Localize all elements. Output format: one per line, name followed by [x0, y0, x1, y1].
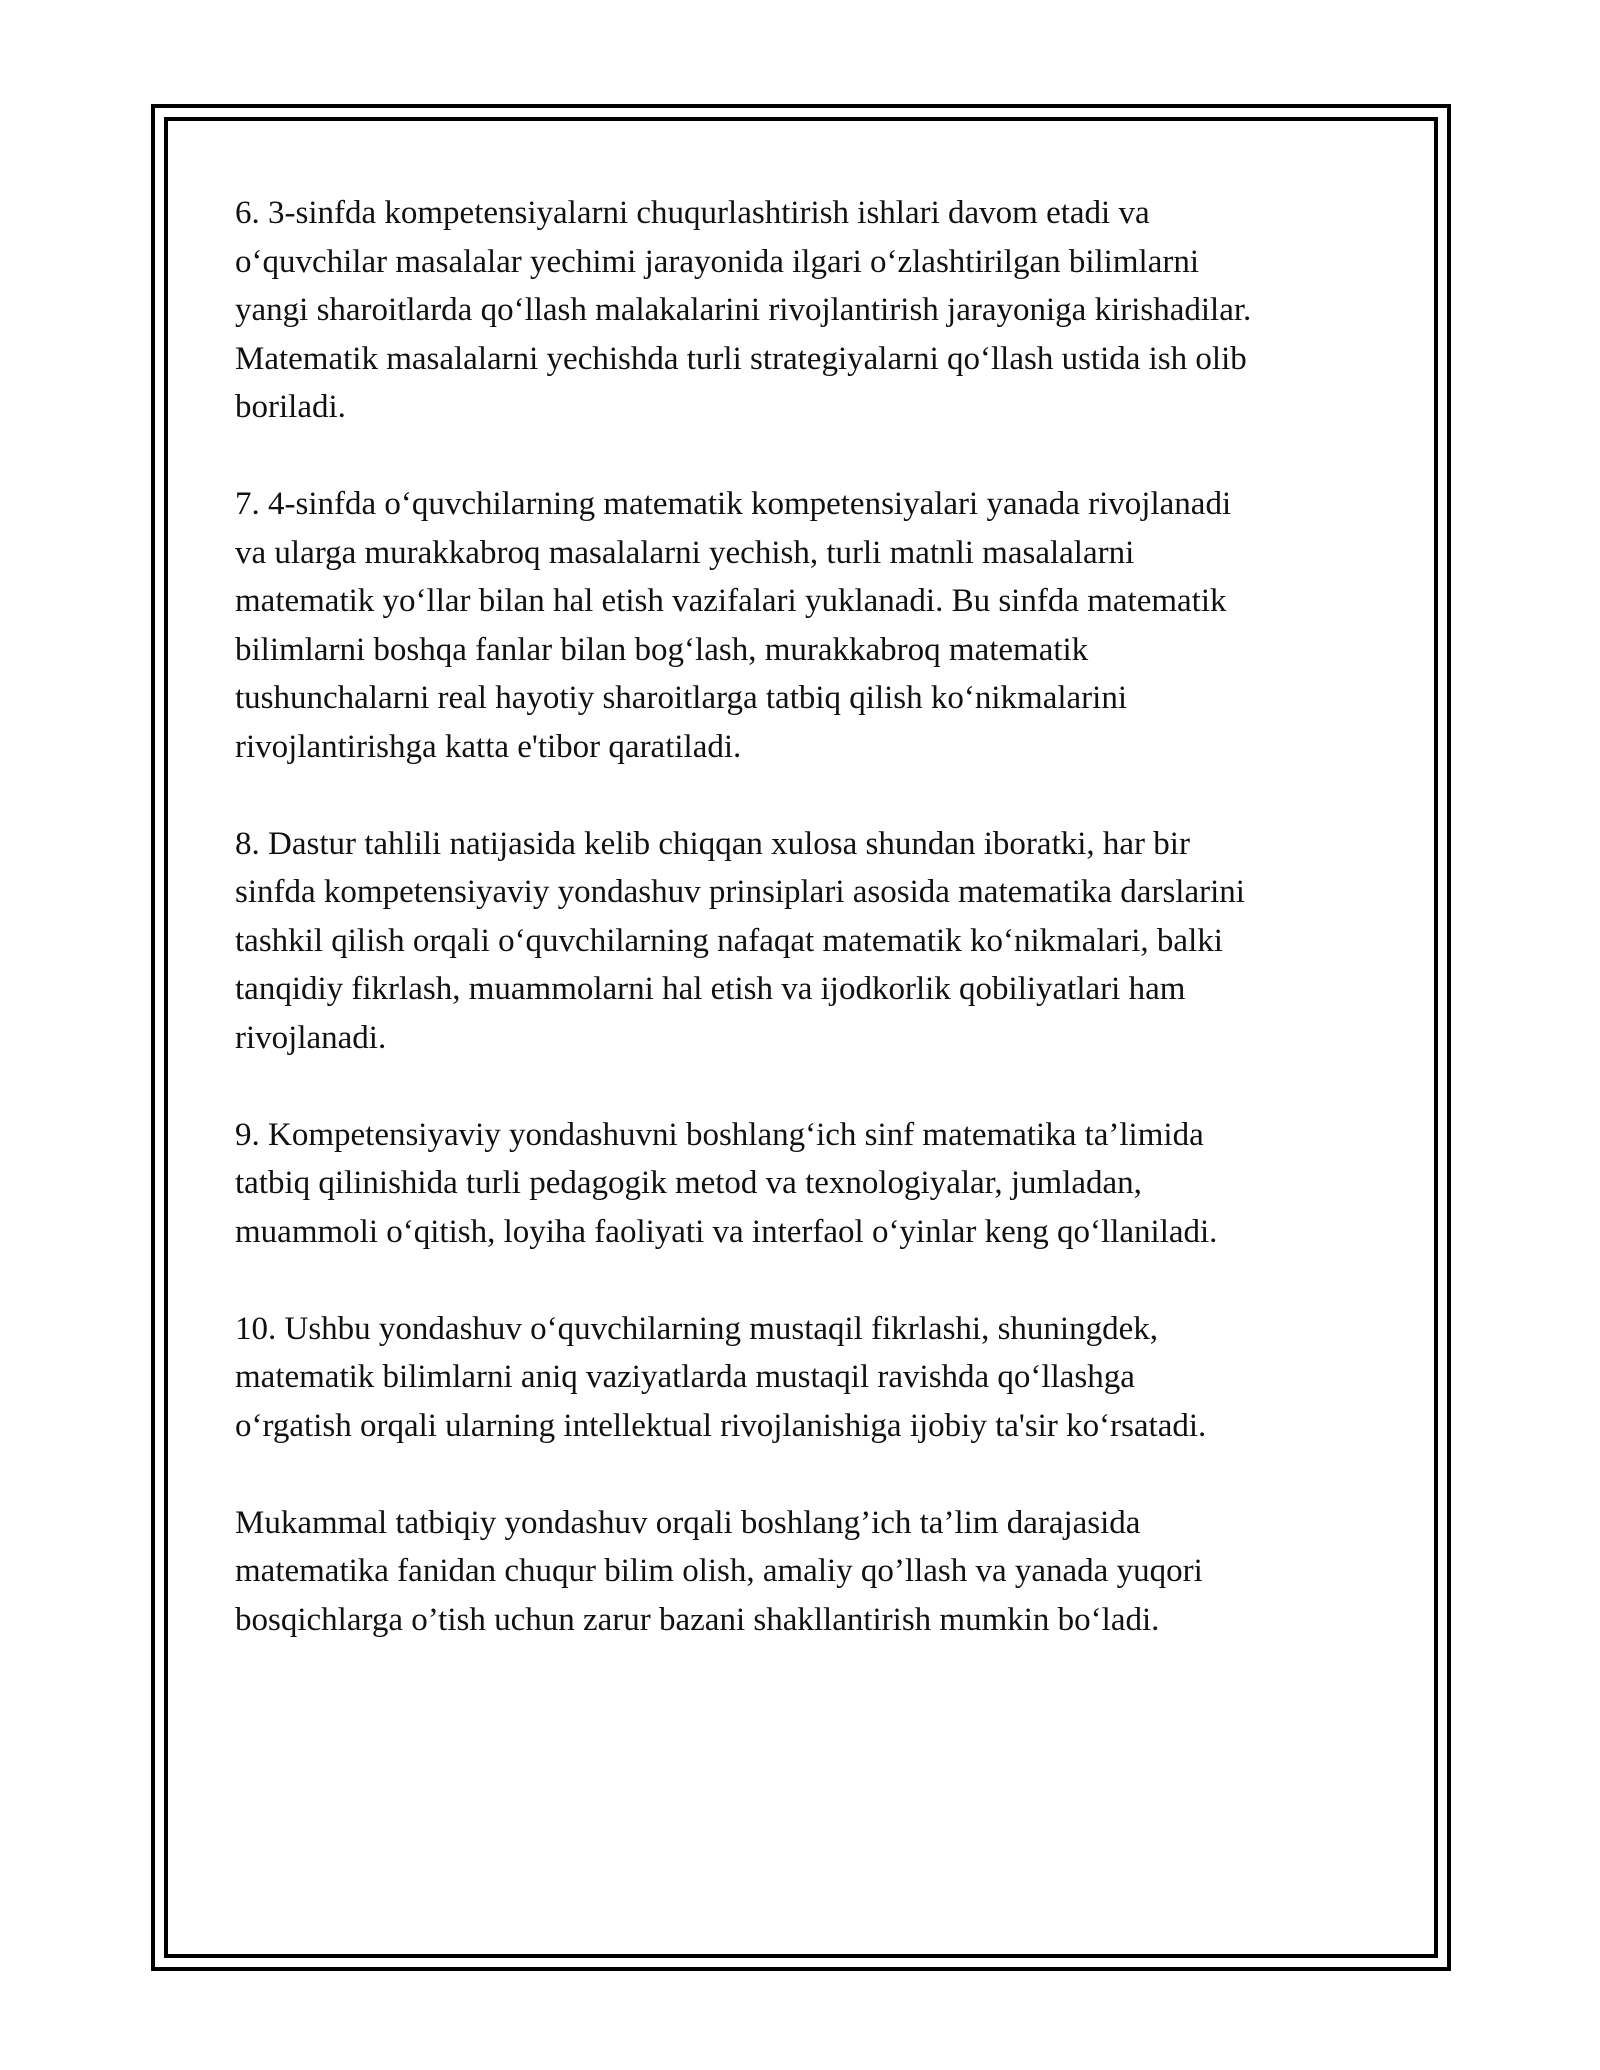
text-line: tatbiq qilinishida turli pedagogik metod va texnologiyalar, jumladan, [235, 1165, 1142, 1201]
text-line: tashkil qilish orqali o‘quvchilarning nafaqat matematik ko‘nikmalari, balki [235, 922, 1223, 959]
paragraph-conclusion [235, 1499, 1385, 1645]
paragraph-8 [235, 820, 1385, 1063]
paragraph-10 [235, 1305, 1385, 1451]
text-line: rivojlanadi. [235, 1019, 387, 1056]
text-line: 7. 4-sinfda o‘quvchilarning matematik kompetensiyalari yanada rivojlanadi [235, 486, 1232, 522]
text-line: muammoli o‘qitish, loyiha faoliyati va interfaol o‘yinlar keng qo‘llaniladi. [235, 1213, 1218, 1250]
text-line: matematik bilimlarni aniq vaziyatlarda mustaqil ravishda qo‘llashga [235, 1359, 1135, 1395]
text-line: 6. 3-sinfda kompetensiyalarni chuqurlashtirish ishlari davom etadi va [235, 195, 1150, 231]
text-line: yangi sharoitlarda qo‘llash malakalarini rivojlantirish jarayoniga kirishadilar. [235, 292, 1252, 328]
text-line: tushunchalarni real hayotiy sharoitlarga tatbiq qilish ko‘nikmalarini [235, 680, 1127, 716]
paragraph-6 [235, 189, 1385, 432]
text-line: matematika fanidan chuqur bilim olish, amaliy qo’llash va yanada yuqori [235, 1553, 1203, 1589]
document-body [235, 189, 1385, 1693]
text-line: sinfda kompetensiyaviy yondashuv prinsiplari asosida matematika darslarini [235, 874, 1245, 910]
text-line: rivojlantirishga katta e'tibor qaratiladi. [235, 728, 742, 765]
paragraph-7 [235, 480, 1385, 771]
text-line: 8. Dastur tahlili natijasida kelib chiqqan xulosa shundan iboratki, har bir [235, 825, 1190, 862]
text-line: Matematik masalalarni yechishda turli strategiyalarni qo‘llash ustida ish olib [235, 340, 1247, 377]
text-line: 10. Ushbu yondashuv o‘quvchilarning mustaqil fikrlashi, shuningdek, [235, 1310, 1158, 1347]
text-line: bosqichlarga o’tish uchun zarur bazani shakllantirish mumkin bo‘ladi. [235, 1601, 1160, 1638]
text-line: o‘quvchilar masalalar yechimi jarayonida ilgari o‘zlashtirilgan bilimlarni [235, 243, 1199, 280]
text-line: o‘rgatish orqali ularning intellektual rivojlanishiga ijobiy ta'sir ko‘rsatadi. [235, 1407, 1207, 1444]
text-line: Mukammal tatbiqiy yondashuv orqali boshlang’ich ta’lim darajasida [235, 1504, 1141, 1541]
text-line: 9. Kompetensiyaviy yondashuvni boshlang‘ich sinf matematika ta’limida [235, 1116, 1204, 1153]
text-line: matematik yo‘llar bilan hal etish vazifalari yuklanadi. Bu sinfda matematik [235, 583, 1227, 619]
text-line: va ularga murakkabroq masalalarni yechish, turli matnli masalalarni [235, 534, 1135, 571]
paragraph-9 [235, 1111, 1385, 1257]
text-line: bilimlarni boshqa fanlar bilan bog‘lash, murakkabroq matematik [235, 631, 1089, 668]
text-line: tanqidiy fikrlash, muammolarni hal etish va ijodkorlik qobiliyatlari ham [235, 971, 1186, 1007]
text-line: boriladi. [235, 389, 346, 425]
